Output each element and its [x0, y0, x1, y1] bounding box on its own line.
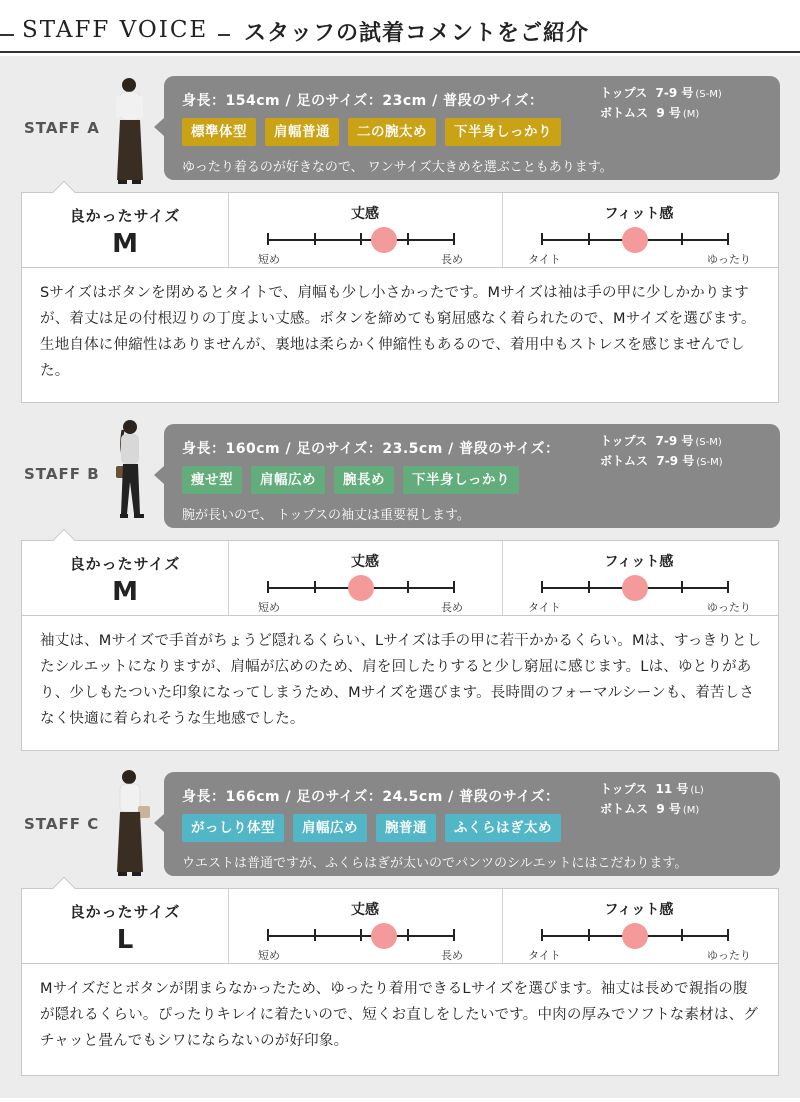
scale-tick [453, 929, 455, 941]
bottoms-label: ボトムス [600, 106, 649, 120]
body-tag: 肩幅普通 [265, 118, 339, 146]
good-size-label: 良かったサイズ [69, 207, 181, 225]
good-size-value: M [112, 229, 138, 259]
header-dash-left [0, 34, 14, 36]
staff-b-photo [108, 418, 152, 530]
staff-c-photo [108, 768, 152, 880]
bottoms-paren: (S-M) [696, 457, 723, 468]
staff-stats: 身長：166cm / 足のサイズ：24.5cm / 普段のサイズ： [182, 789, 560, 805]
body-tag: 下半身しっかり [403, 466, 519, 494]
length-scale-title: 丈感 [351, 206, 379, 222]
body-tag: 下半身しっかり [445, 118, 561, 146]
usual-sizes [600, 432, 723, 472]
body-type-tags [182, 814, 561, 842]
scale-label-tight: タイト [528, 601, 561, 614]
body-tag: 痩せ型 [182, 466, 242, 494]
staff-label: STAFF C [24, 815, 100, 833]
staff-comment: ウエストは普通ですが、ふくらはぎが太いのでパンツのシルエットにはこだわります。 [182, 856, 688, 871]
scale-label-loose: ゆったり [707, 253, 751, 266]
scale-label-tight: タイト [528, 949, 561, 962]
length-scale [228, 193, 502, 267]
scale-tick [588, 581, 590, 593]
length-scale-title: 丈感 [351, 902, 379, 918]
scale-tick [407, 581, 409, 593]
scale-label-loose: ゆったり [707, 949, 751, 962]
body-tag: 腕普通 [376, 814, 436, 842]
header-underline [0, 51, 800, 53]
scale-tick [314, 581, 316, 593]
size-rating-panel [21, 192, 779, 268]
tops-value: 7-9 号 [655, 86, 694, 100]
fit-scale [502, 541, 776, 615]
scale-label-short: 短め [258, 601, 280, 614]
scale-label-short: 短め [258, 253, 280, 266]
scale-tick [541, 581, 543, 593]
staff-info-bubble [164, 424, 780, 528]
size-rating-panel [21, 888, 779, 964]
staff-stats: 身長：160cm / 足のサイズ：23.5cm / 普段のサイズ： [182, 441, 560, 457]
staff-a-photo [108, 76, 152, 188]
staff-comment: ゆったり着るのが好きなので、 ワンサイズ大きめを選ぶこともあります。 [182, 160, 613, 175]
fit-scale [502, 193, 776, 267]
bottoms-label: ボトムス [600, 802, 649, 816]
staff-review: Mサイズだとボタンが閉まらなかったため、ゆったり着用できるLサイズを選びます。袖丈は長めで親指の腹が隠れるくらい。ぴったりキレイに着たいので、短くお直しをしたいです。中肉の厚みでソフトな素材は、グチャッと畳んでもシワにならないのが好印象。 [21, 964, 779, 1076]
fit-level-dot [622, 923, 648, 949]
scale-tick [267, 929, 269, 941]
scale-tick [314, 929, 316, 941]
header-title-ja: スタッフの試着コメントをご紹介 [244, 21, 590, 46]
page-header [0, 0, 800, 56]
scale-tick [727, 929, 729, 941]
bottoms-value: 9 号 [656, 802, 681, 816]
tops-paren: (S-M) [695, 89, 722, 100]
length-scale [228, 541, 502, 615]
fit-scale-title: フィット感 [604, 902, 674, 918]
tops-paren: (L) [690, 785, 704, 796]
fit-scale-title: フィット感 [604, 554, 674, 570]
bottoms-paren: (M) [682, 109, 700, 120]
good-size-label: 良かったサイズ [69, 903, 181, 921]
scale-tick [681, 581, 683, 593]
scale-tick [360, 929, 362, 941]
staff-comment: 腕が長いので、 トップスの袖丈は重要視します。 [182, 508, 470, 523]
fit-scale-title: フィット感 [604, 206, 674, 222]
fit-level-dot [622, 227, 648, 253]
header-dash-mid [218, 34, 230, 36]
scale-tick [541, 233, 543, 245]
body-type-tags [182, 118, 561, 146]
staff-label: STAFF A [24, 119, 100, 137]
good-size-value: M [112, 577, 138, 607]
scale-tick [314, 233, 316, 245]
bottoms-value: 7-9 号 [656, 454, 695, 468]
tops-label: トップス [600, 86, 648, 100]
body-tag: 腕長め [334, 466, 394, 494]
bottoms-label: ボトムス [600, 454, 649, 468]
panel-notch [53, 877, 76, 900]
fit-scale [502, 889, 776, 963]
length-level-dot [371, 923, 397, 949]
good-size-label: 良かったサイズ [69, 555, 181, 573]
scale-tick [727, 233, 729, 245]
scale-label-loose: ゆったり [707, 601, 751, 614]
panel-notch [53, 529, 76, 552]
tops-paren: (S-M) [695, 437, 722, 448]
header-title-en: STAFF VOICE [22, 17, 209, 43]
scale-tick [541, 929, 543, 941]
length-level-dot [371, 227, 397, 253]
scale-tick [407, 233, 409, 245]
tops-label: トップス [600, 782, 648, 796]
scale-tick [267, 581, 269, 593]
scale-label-long: 長め [441, 949, 463, 962]
scale-tick [453, 581, 455, 593]
fit-level-dot [622, 575, 648, 601]
length-level-dot [348, 575, 374, 601]
good-size-value: L [116, 925, 134, 955]
panel-notch [53, 181, 76, 204]
body-tag: 肩幅広め [293, 814, 367, 842]
scale-tick [588, 233, 590, 245]
scale-label-long: 長め [441, 601, 463, 614]
tops-label: トップス [600, 434, 648, 448]
staff-stats: 身長：154cm / 足のサイズ：23cm / 普段のサイズ： [182, 93, 544, 109]
tops-value: 11 号 [655, 782, 689, 796]
bottoms-paren: (M) [682, 805, 700, 816]
staff-section-a [0, 56, 800, 406]
scale-tick [681, 929, 683, 941]
scale-tick [360, 233, 362, 245]
scale-tick [588, 929, 590, 941]
scale-tick [681, 233, 683, 245]
scale-tick [407, 929, 409, 941]
staff-info-bubble [164, 76, 780, 180]
staff-info-bubble [164, 772, 780, 876]
scale-label-tight: タイト [528, 253, 561, 266]
staff-review: Sサイズはボタンを閉めるとタイトで、肩幅も少し小さかったです。Mサイズは袖は手の甲に少しかかりますが、着丈は足の付根辺りの丁度よい丈感。ボタンを締めても窮屈感なく着られたので、Mサイズを選びます。生地自体に伸縮性はありませんが、裏地は柔らかく伸縮性もあるので、着用中もストレスを感じませんでした。 [21, 268, 779, 403]
scale-tick [453, 233, 455, 245]
body-tag: 標準体型 [182, 118, 256, 146]
usual-sizes [600, 84, 722, 124]
staff-review: 袖丈は、Mサイズで手首がちょうど隠れるくらい、Lサイズは手の甲に若干かかるくらい。Mは、すっきりとしたシルエットになりますが、肩幅が広めのため、肩を回したりすると少し窮屈に感じます。Lは、ゆとりがあり、少しもたついた印象になってしまうため、Mサイズを選びます。長時間のフォーマルシーンも、着苦しさなく快適に着られそうな生地感でした。 [21, 616, 779, 751]
scale-label-short: 短め [258, 949, 280, 962]
length-scale [228, 889, 502, 963]
body-tag: がっしり体型 [182, 814, 284, 842]
scale-tick [267, 233, 269, 245]
bottoms-value: 9 号 [656, 106, 681, 120]
scale-label-long: 長め [441, 253, 463, 266]
size-rating-panel [21, 540, 779, 616]
scale-tick [727, 581, 729, 593]
body-tag: ふくらはぎ太め [445, 814, 561, 842]
body-tag: 肩幅広め [251, 466, 325, 494]
usual-sizes [600, 780, 704, 820]
tops-value: 7-9 号 [655, 434, 694, 448]
staff-section-b [0, 404, 800, 754]
body-tag: 二の腕太め [348, 118, 436, 146]
staff-label: STAFF B [24, 465, 100, 483]
staff-section-c [0, 752, 800, 1102]
body-type-tags [182, 466, 519, 494]
length-scale-title: 丈感 [351, 554, 379, 570]
